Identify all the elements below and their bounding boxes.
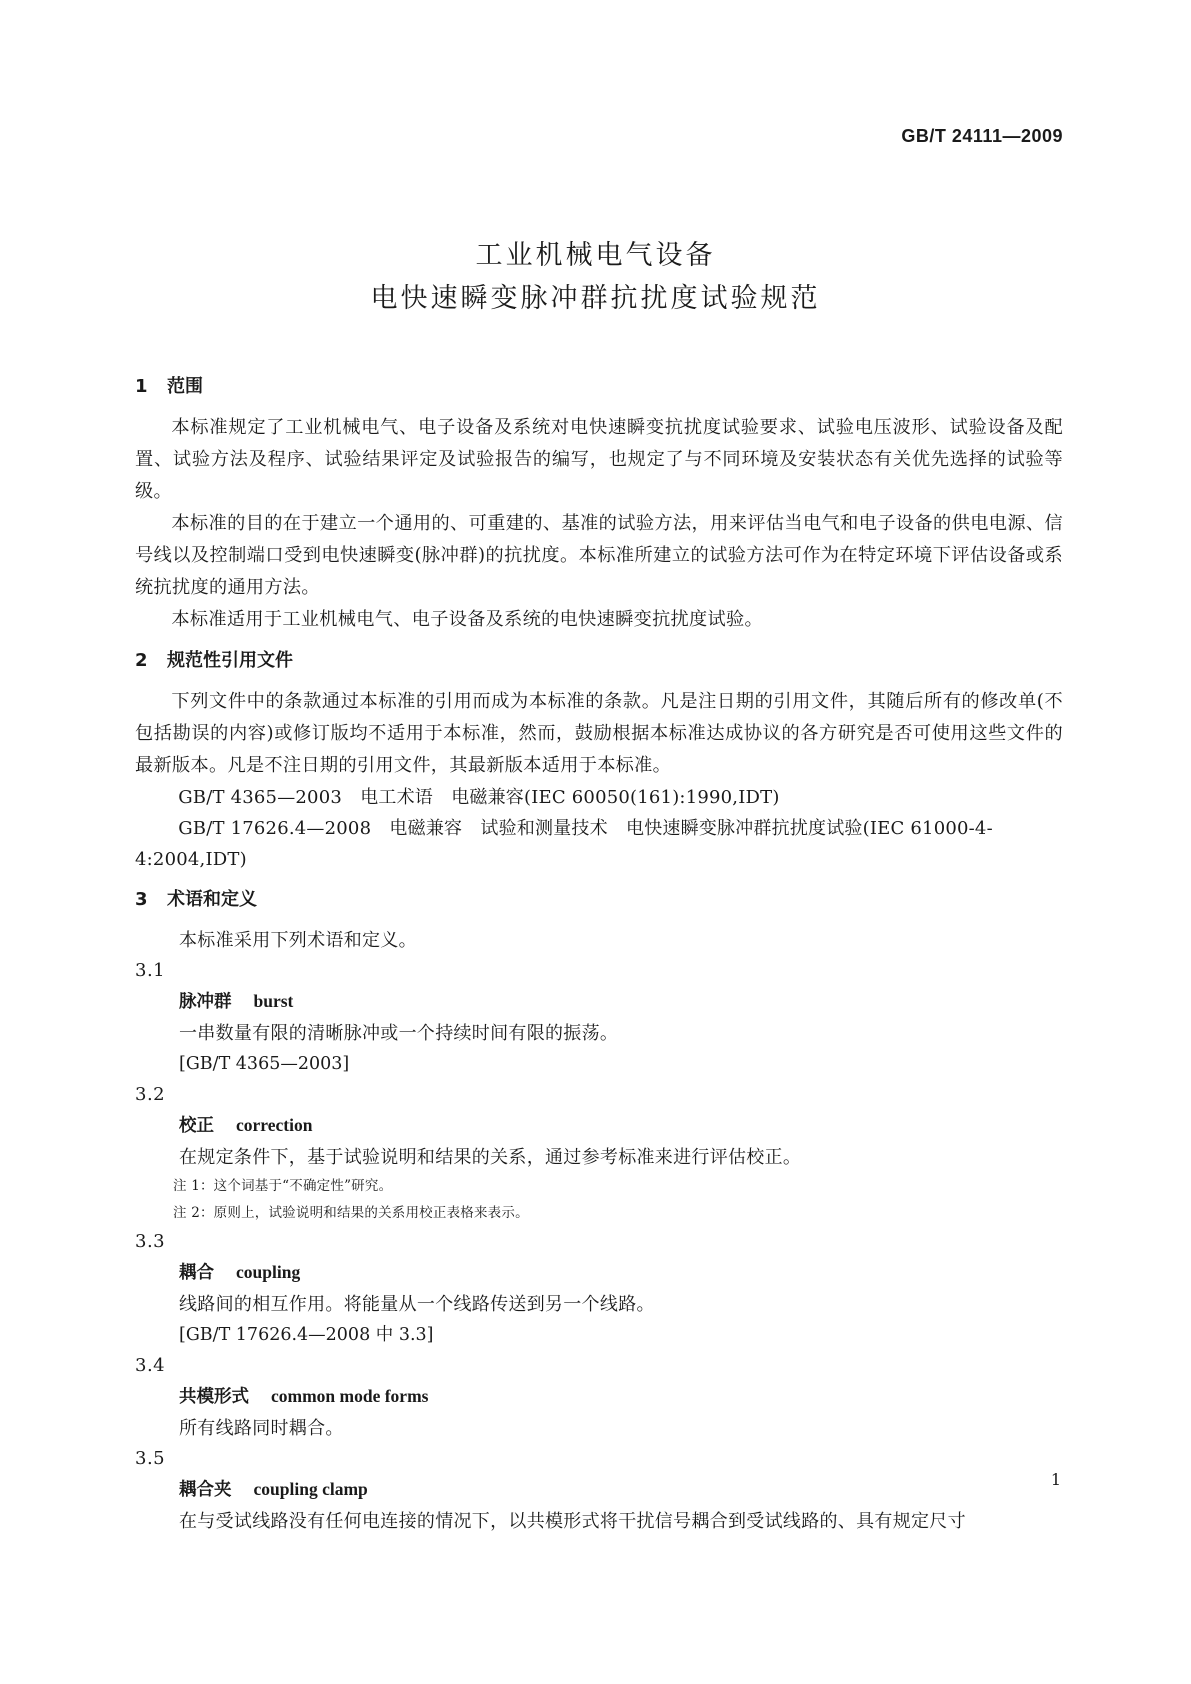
references-paragraph: 下列文件中的条款通过本标准的引用而成为本标准的条款。凡是注日期的引用文件，其随后所有的修改单(不包括勘误的内容)或修订版均不适用于本标准，然而，鼓励根据本标准达成协议的各方研究是否可使用这些文件的最新版本。凡是不注日期的引用文件，其最新版本适用于本标准。 bbox=[135, 691, 1063, 776]
term-note-2: 注 2：原则上，试验说明和结果的关系用校正表格来表示。 bbox=[173, 1205, 529, 1221]
term-en: common mode forms bbox=[271, 1386, 429, 1406]
term-source-coupling: [GB/T 17626.4—2008 中 3.3] bbox=[179, 1325, 434, 1345]
term-zh: 耦合 bbox=[179, 1263, 214, 1283]
scope-paragraph-2: 本标准的目的在于建立一个通用的、可重建的、基准的试验方法，用来评估当电气和电子设备的供电电源、信号线以及控制端口受到电快速瞬变(脉冲群)的抗扰度。本标准所建立的试验方法可作为在特定环境下评估设备或系统抗扰度的通用方法。 bbox=[135, 513, 1063, 598]
term-heading-common-mode bbox=[135, 1381, 1063, 1413]
section-number: 1 bbox=[135, 376, 148, 397]
section-title: 范围 bbox=[167, 376, 203, 397]
term-en: burst bbox=[253, 991, 294, 1011]
term-en: correction bbox=[236, 1115, 313, 1135]
term-en: coupling clamp bbox=[253, 1479, 368, 1499]
term-number-3-2: 3.2 bbox=[135, 1084, 166, 1105]
section-title: 规范性引用文件 bbox=[167, 650, 293, 671]
reference-item-1: GB/T 4365—2003 电工术语 电磁兼容(IEC 60050(161):1990,IDT) bbox=[178, 787, 780, 808]
term-zh: 耦合夹 bbox=[179, 1480, 232, 1500]
term-heading-coupling-clamp bbox=[135, 1474, 1063, 1506]
reference-item-2: GB/T 17626.4—2008 电磁兼容 试验和测量技术 电快速瞬变脉冲群抗扰度试验(IEC 61000-4-4:2004,IDT) bbox=[135, 818, 993, 870]
term-zh: 共模形式 bbox=[179, 1387, 249, 1407]
term-definition-coupling: 线路间的相互作用。将能量从一个线路传送到另一个线路。 bbox=[179, 1294, 655, 1315]
page-number: 1 bbox=[1050, 1470, 1061, 1489]
term-number-3-4: 3.4 bbox=[135, 1355, 166, 1376]
document-title-line-2: 电快速瞬变脉冲群抗扰度试验规范 bbox=[370, 283, 821, 314]
term-heading-correction bbox=[135, 1110, 1063, 1142]
section-heading-normative-references bbox=[135, 644, 1063, 678]
document-body bbox=[135, 370, 1063, 1537]
term-en: coupling bbox=[236, 1262, 301, 1282]
term-definition-common-mode: 所有线路同时耦合。 bbox=[179, 1418, 344, 1439]
standard-code: GB/T 24111—2009 bbox=[901, 126, 1063, 146]
scope-paragraph-1: 本标准规定了工业机械电气、电子设备及系统对电快速瞬变抗扰度试验要求、试验电压波形、试验设备及配置、试验方法及程序、试验结果评定及试验报告的编写，也规定了与不同环境及安装状态有关优先选择的试验等级。 bbox=[135, 417, 1063, 502]
term-definition-coupling-clamp: 在与受试线路没有任何电连接的情况下，以共模形式将干扰信号耦合到受试线路的、具有规定尺寸 bbox=[179, 1511, 966, 1532]
term-number-3-3: 3.3 bbox=[135, 1231, 166, 1252]
section-number: 3 bbox=[135, 889, 148, 910]
term-heading-coupling bbox=[135, 1257, 1063, 1289]
section-heading-scope bbox=[135, 370, 1063, 404]
terms-intro: 本标准采用下列术语和定义。 bbox=[179, 930, 417, 951]
term-zh: 校正 bbox=[179, 1116, 214, 1136]
term-heading-burst bbox=[135, 986, 1063, 1018]
term-zh: 脉冲群 bbox=[179, 992, 232, 1012]
section-heading-terms bbox=[135, 883, 1063, 917]
term-note-1: 注 1：这个词基于“不确定性”研究。 bbox=[173, 1178, 393, 1194]
term-number-3-5: 3.5 bbox=[135, 1448, 166, 1469]
scope-paragraph-3: 本标准适用于工业机械电气、电子设备及系统的电快速瞬变抗扰度试验。 bbox=[171, 609, 763, 630]
term-number-3-1: 3.1 bbox=[135, 960, 166, 981]
document-title-line-1: 工业机械电气设备 bbox=[475, 240, 716, 271]
term-definition-correction: 在规定条件下，基于试验说明和结果的关系，通过参考标准来进行评估校正。 bbox=[179, 1147, 802, 1168]
section-title: 术语和定义 bbox=[167, 889, 257, 910]
section-number: 2 bbox=[135, 650, 148, 671]
term-definition-burst: 一串数量有限的清晰脉冲或一个持续时间有限的振荡。 bbox=[179, 1023, 619, 1044]
term-source-burst: [GB/T 4365—2003] bbox=[179, 1054, 350, 1074]
